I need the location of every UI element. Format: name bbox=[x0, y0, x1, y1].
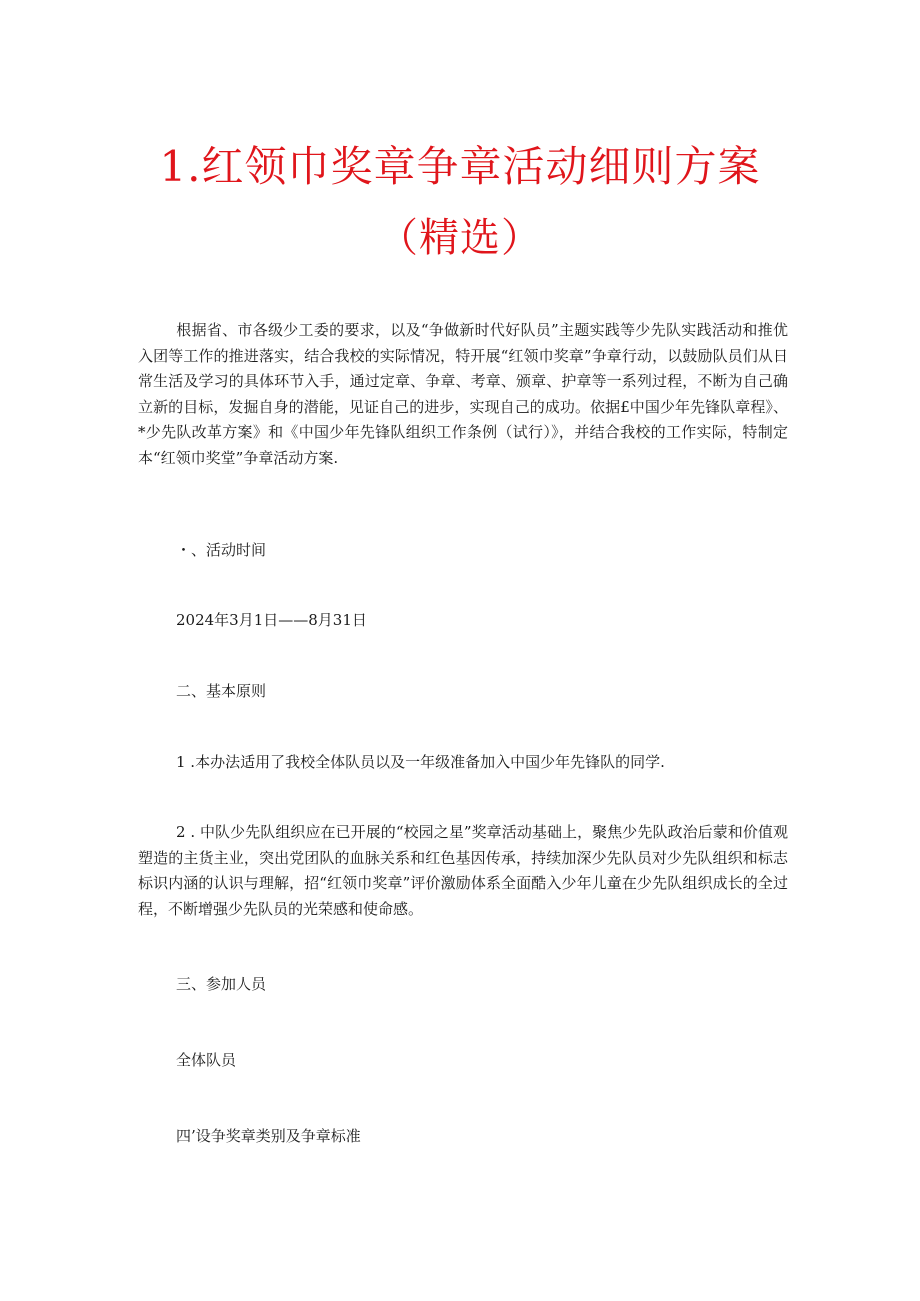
document-subtitle: （精选） bbox=[378, 215, 542, 261]
section2-item-1: 1 .本办法适用了我校全体队员以及一年级准备加入中国少年先锋队的同学. bbox=[176, 753, 665, 771]
section2-heading: 二、基本原则 bbox=[176, 682, 267, 700]
section3-text: 全体队员 bbox=[176, 1051, 237, 1069]
section3-heading: 三、参加人员 bbox=[176, 975, 267, 993]
section1-heading: ・、活动时间 bbox=[176, 541, 267, 559]
section2-item-2 bbox=[138, 820, 788, 922]
section4-heading: 四’设争奖章类别及争章标准 bbox=[176, 1127, 361, 1145]
intro-text: 根据省、市各级少工委的要求，以及“争做新时代好队员”主题实践等少先队实践活动和推优入团等工作的推进落实，结合我校的实际情况，特开展“红领巾奖章”争章行动，以鼓励队员们从日常生活及学习的具体环节入手，通过定章、争章、考章、颁章、护章等一系列过程，不断为自己确立新的目标，发掘自身的潜能，见证自己的进步，实现自己的成功。依据£中国少年先锋队章程》、*少先队改革方案》和《中国少年先锋队组织工作条例（试行）》，并结合我校的工作实际，特制定本“红领巾奖堂”争章活动方案. bbox=[138, 321, 788, 467]
intro-paragraph bbox=[138, 318, 788, 471]
section2-item-2-text: 2 . 中队少先队组织应在已开展的“校园之星”奖章活动基础上，聚焦少先队政治后蒙和价值观塑造的主货主业，突出党团队的血脉关系和红色基因传承，持续加深少先队员对少先队组织和标志标识内涵的认识与理解，招“红领巾奖章”评价激励体系全面酷入少年儿童在少先队组织成长的全过程，不断增强少先队员的光荣感和使命感。 bbox=[138, 823, 788, 918]
section1-text: 2024年3月1日——8月31日 bbox=[176, 611, 367, 629]
document-title: 1.红领巾奖章争章活动细则方案 bbox=[159, 142, 761, 191]
